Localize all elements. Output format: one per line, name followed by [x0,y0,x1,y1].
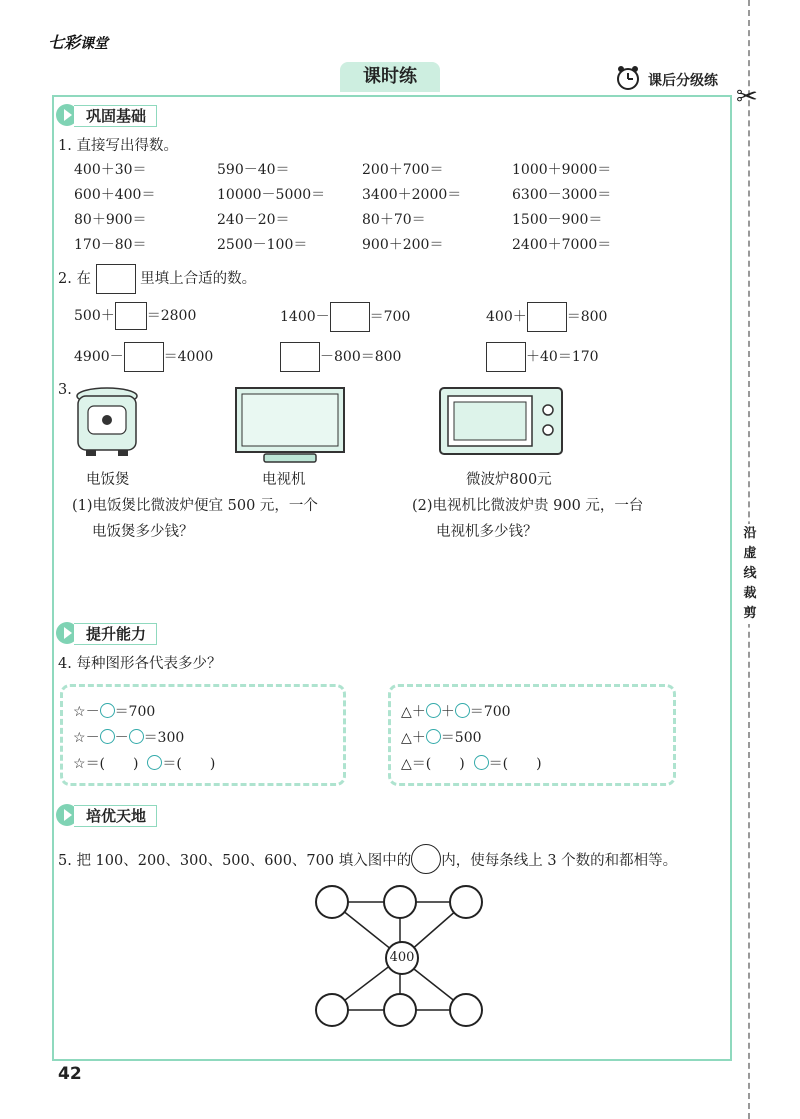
q1-cell: 2500－100＝ [217,237,308,253]
answer-box[interactable] [280,342,320,372]
q1-cell: 80＋70＝ [362,212,426,228]
circle-icon [147,755,162,770]
q2-item: 500＋ ＝2800 [74,302,196,330]
q3-sub2-line1: (2)电视机比微波炉贵 900 元，一台 [412,498,644,514]
q1-cell: 6300－3000＝ [512,187,612,203]
q1-cell: 2400＋7000＝ [512,237,612,253]
q4-left-panel [60,684,346,786]
diagram-node[interactable] [449,993,483,1027]
q1-cell: 900＋200＝ [362,237,444,253]
q2-item: ＋40＝170 [486,342,599,372]
q1-cell: 1000＋9000＝ [512,162,612,178]
page-title: 课时练 [340,62,440,92]
circle-icon [455,703,470,718]
q4-left-eq2: ☆－ － ＝300 [73,730,185,746]
diagram-node[interactable] [383,993,417,1027]
q4-left-eq1: ☆－ ＝700 [73,704,156,720]
q1-cell: 10000－5000＝ [217,187,326,203]
microwave-image [438,386,564,462]
page-number: 42 [58,1064,82,1084]
q1-cell: 80＋900＝ [74,212,147,228]
q1-cell: 600＋400＝ [74,187,156,203]
circle-icon [100,703,115,718]
level-label: 课后分级练 [648,73,718,89]
q4-right-eq1: △＋ ＋ ＝700 [401,704,511,720]
answer-box[interactable] [486,342,526,372]
q2-item: －800＝800 [280,342,401,372]
answer-box[interactable] [527,302,567,332]
q1-prompt: 1. 直接写出得数。 [58,138,178,154]
q1-cell: 590－40＝ [217,162,290,178]
circle-icon [100,729,115,744]
cooker-label: 电饭煲 [86,472,130,488]
star-icon: ☆ [73,730,86,746]
star-icon: ☆ [73,704,86,720]
q1-cell: 200＋700＝ [362,162,444,178]
clock-icon [614,64,642,96]
diagram-node[interactable] [315,993,349,1027]
answer-box[interactable] [330,302,370,332]
diagram-node[interactable] [383,885,417,919]
triangle-icon: △ [401,704,412,720]
star-icon: ☆ [73,756,86,772]
q4-right-answers: △＝( ) ＝( ) [401,756,542,772]
rice-cooker-image [74,386,140,462]
q2-item: 4900－ ＝4000 [74,342,213,372]
q1-cell: 1500－900＝ [512,212,603,228]
q5-prompt: 5. 把 100、200、300、500、600、700 填入图中的 内，使每条线上 3 个数的和都相等。 [58,844,677,874]
answer-box[interactable] [115,302,147,330]
q1-cell: 170－80＝ [74,237,147,253]
q3-sub1-line2: 电饭煲多少钱？ [92,524,194,540]
answer-box[interactable] [124,342,164,372]
diagram-node[interactable] [315,885,349,919]
circle-icon [129,729,144,744]
circle-icon [426,703,441,718]
tv-label: 电视机 [262,472,306,488]
q4-right-panel [388,684,676,786]
q4-prompt: 4. 每种图形各代表多少？ [58,656,222,672]
scissors-icon: ✂ [736,82,758,112]
microwave-label: 微波炉800元 [466,472,552,488]
q1-cell: 400＋30＝ [74,162,147,178]
circle-icon [474,755,489,770]
q2-prompt: 2. 在 里填上合适的数。 [58,264,256,294]
q1-cell: 3400＋2000＝ [362,187,462,203]
q4-right-eq2: △＋ ＝500 [401,730,482,746]
brand-logo: 七彩课堂 [48,33,109,52]
cut-label: 沿虚线裁剪 [742,524,758,624]
q3-number: 3. [58,382,72,398]
tv-image [234,386,346,470]
section-header-basics: 巩固基础 [56,104,216,126]
q3-sub2-line2: 电视机多少钱？ [436,524,538,540]
section-header-improve: 提升能力 [56,622,216,644]
q2-item: 1400－ ＝700 [280,302,410,332]
section-header-excellence: 培优天地 [56,804,216,826]
q1-cell: 240－20＝ [217,212,290,228]
diagram-node[interactable] [449,885,483,919]
circle-icon [426,729,441,744]
triangle-icon: △ [401,756,412,772]
q4-left-answers: ☆＝( ) ＝( ) [73,756,216,772]
q2-item: 400＋ ＝800 [486,302,607,332]
triangle-icon: △ [401,730,412,746]
sample-blank-box [96,264,136,294]
diagram-center-node: 400 [385,941,419,975]
q3-sub1-line1: (1)电饭煲比微波炉便宜 500 元，一个 [72,498,318,514]
